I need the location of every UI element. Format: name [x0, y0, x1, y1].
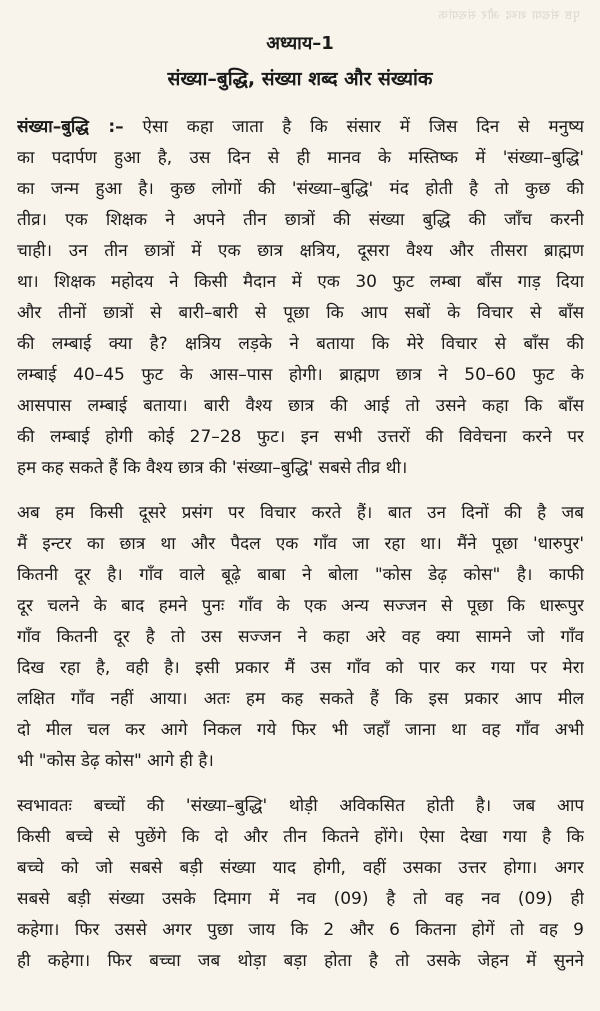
paragraph-2 — [17, 498, 584, 777]
text-line: भी "कोस डेढ़ कोस" आगे ही है। — [17, 751, 214, 771]
text-line: किसी बच्चे से पुछेंगे कि दो और तीन कितने होंगे। ऐसा देखा गया है कि — [17, 827, 584, 847]
bleed-through-text: पृष्ठ संख्या शब्द और संख्यांक — [437, 8, 580, 22]
text-line: का पदार्पण हुआ है, उस दिन से ही मानव के मस्तिष्क में 'संख्या–बुद्धि' — [17, 148, 584, 168]
text-line: और तीनों छात्रों से बारी–बारी से पूछा कि आप सबों के विचार से बाँस — [17, 303, 584, 323]
text-line: स्वभावतः बच्चों की 'संख्या–बुद्धि' थोड़ी अविकसित होती है। जब आप — [17, 796, 584, 816]
text-line: बच्चे को जो सबसे बड़ी संख्या याद होगी, वहीं उसका उत्तर होगा। अगर — [17, 858, 584, 878]
text-line: चाही। उन तीन छात्रों में एक छात्र क्षत्रिय, दूसरा वैश्य और तीसरा ब्राह्मण — [17, 241, 584, 261]
text-line: गाँव कितनी दूर है तो उस सज्जन ने कहा अरे वह क्या सामने जो गाँव — [17, 627, 584, 647]
paragraph-3 — [17, 791, 584, 977]
text-line: कितनी दूर है। गाँव वाले बूढ़े बाबा ने बोला "कोस डेढ़ कोस" है। काफी — [17, 565, 584, 585]
text-line: दूर चलने के बाद हमने पुनः गाँव के एक अन्य सज्जन से पूछा कि धारूपुर — [17, 596, 584, 616]
text-line: था। शिक्षक महोदय ने किसी मैदान में एक 30 फुट लम्बा बाँस गाड़ दिया — [17, 272, 584, 292]
text-line: की लम्बाई होगी कोई 27–28 फुट। इन सभी उत्तरों की विवेचना करने पर — [17, 427, 584, 447]
chapter-heading: अध्याय–1 — [266, 33, 334, 54]
text-line: लम्बाई 40–45 फुट के आस–पास होगी। ब्राह्मण छात्र ने 50–60 फुट के — [17, 365, 584, 385]
chapter-title: संख्या–बुद्धि, संख्या शब्द और संख्यांक — [167, 68, 433, 90]
text-line: आसपास लम्बाई बताया। बारी वैश्य छात्र की आई तो उसने कहा कि बाँस — [17, 396, 584, 416]
text-line: मैं इन्टर का छात्र था और पैदल एक गाँव जा रहा था। मैंने पूछा 'धारुपुर' — [17, 534, 584, 554]
body-text — [17, 112, 584, 991]
text-line: तीव्र। एक शिक्षक ने अपने तीन छात्रों की संख्या बुद्धि की जाँच करनी — [17, 210, 584, 230]
text-line: लक्षित गाँव नहीं आया। अतः हम कह सकते हैं कि इस प्रकार आप मील — [17, 689, 584, 709]
text-line: दो मील चल कर आगे निकल गये फिर भी जहाँ जाना था वह गाँव अभी — [17, 720, 584, 740]
text-line: कहेगा। फिर उससे अगर पुछा जाय कि 2 और 6 कितना होगें तो वह 9 — [17, 920, 584, 940]
text-line: का जन्म हुआ है। कुछ लोगों की 'संख्या–बुद्धि' मंद होती है तो कुछ की — [17, 179, 584, 199]
text-line: संख्या–बुद्धि :– ऐसा कहा जाता है कि संसार में जिस दिन से मनुष्य — [17, 117, 584, 137]
text-line: अब हम किसी दूसरे प्रसंग पर विचार करते हैं। बात उन दिनों की है जब — [17, 503, 584, 523]
text-line: हम कह सकते हैं कि वैश्य छात्र की 'संख्या–बुद्धि' सबसे तीव्र थी। — [17, 458, 408, 478]
text-line: दिख रहा है, वही है। इसी प्रकार मैं उस गाँव को पार कर गया पर मेरा — [17, 658, 584, 678]
paragraph-1 — [17, 112, 584, 484]
text-line: सबसे बड़ी संख्या उसके दिमाग में नव (09) है तो वह नव (09) ही — [17, 889, 584, 909]
paragraph-lead: संख्या–बुद्धि :– — [17, 117, 124, 137]
text-line: की लम्बाई क्या है? क्षत्रिय लड़के ने बताया कि मेरे विचार से बाँस की — [17, 334, 584, 354]
text-line: ही कहेगा। फिर बच्चा जब थोड़ा बड़ा होता है तो उसके जेहन में सुनने — [17, 951, 584, 971]
